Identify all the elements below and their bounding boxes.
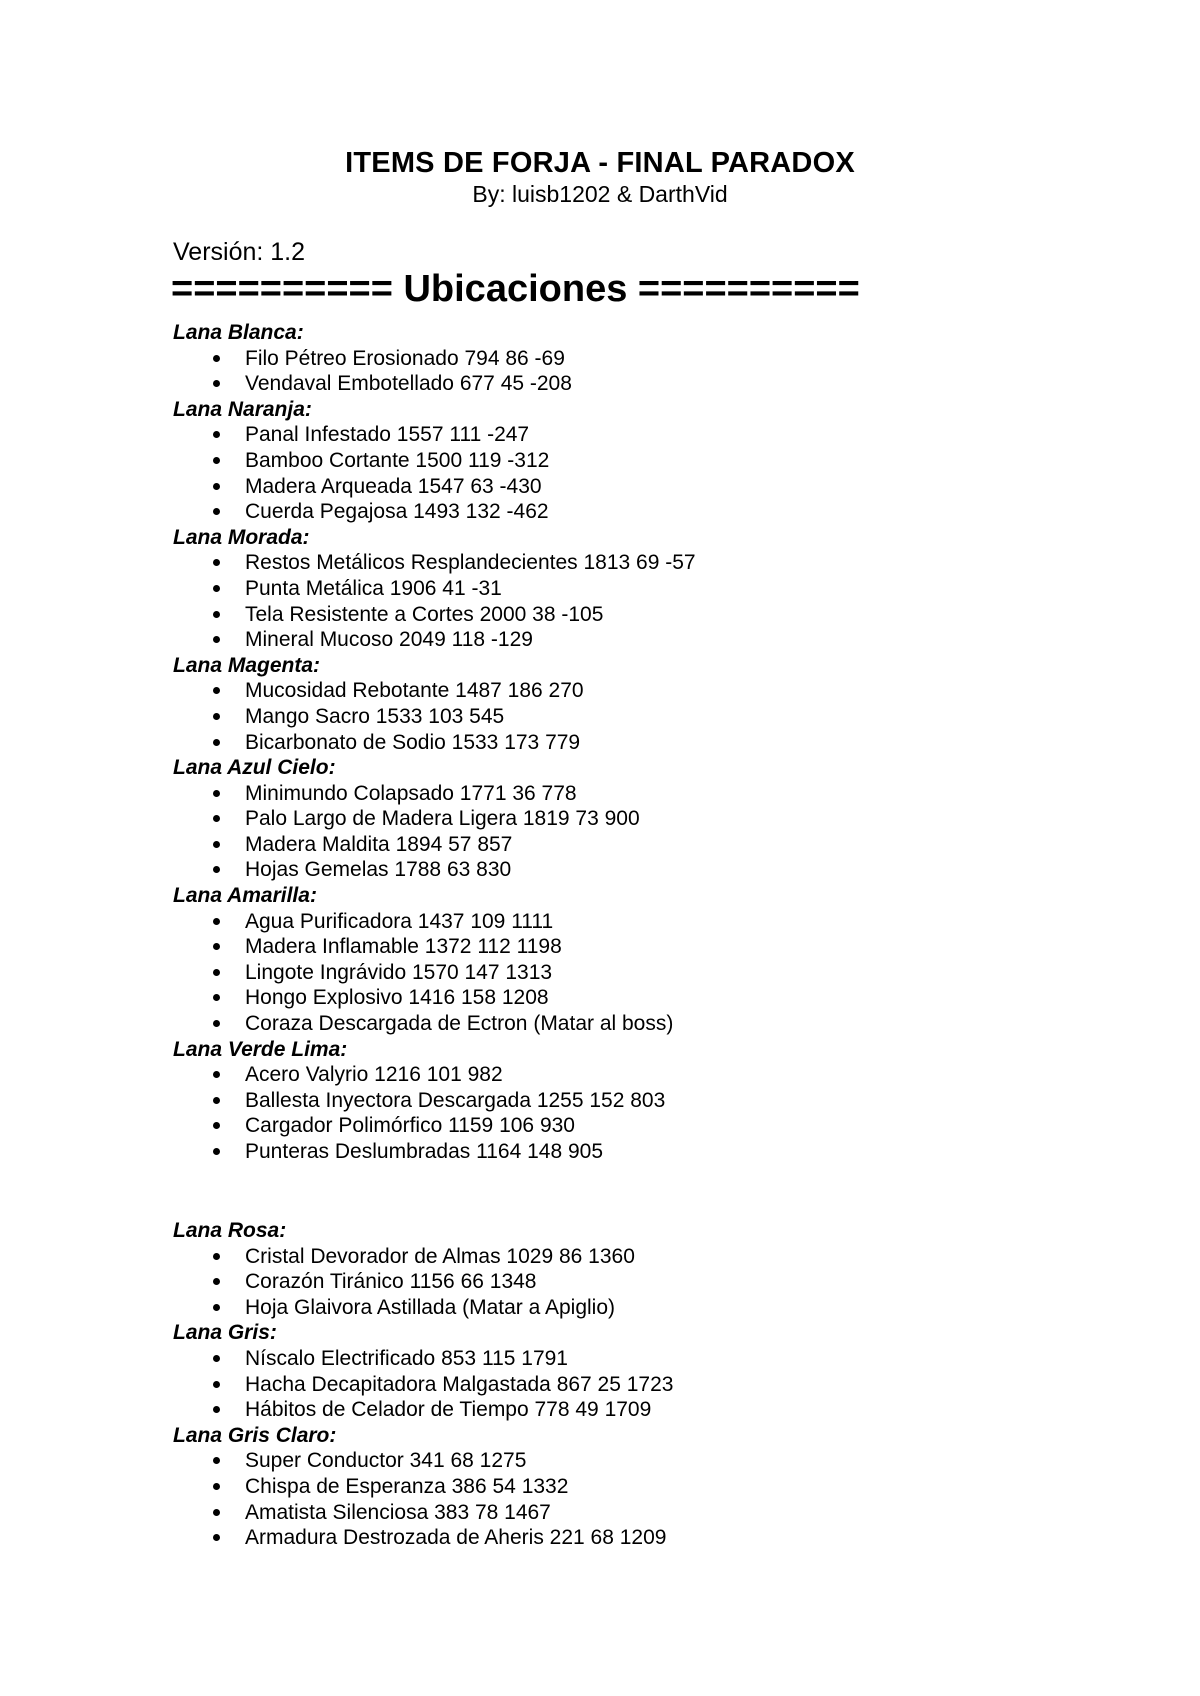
list-item	[173, 1500, 1073, 1526]
list-item	[173, 1474, 1073, 1500]
bullet-icon	[213, 943, 220, 950]
group-label: Lana Magenta:	[173, 653, 321, 677]
group-lana-verde-lima	[173, 1037, 1073, 1165]
list-item	[173, 1139, 1073, 1165]
list-item	[173, 371, 1073, 397]
group-lana-blanca	[173, 320, 1073, 397]
bullet-icon	[213, 585, 220, 592]
list-item	[173, 576, 1073, 602]
bullet-icon	[213, 1278, 220, 1285]
bullet-icon	[213, 1253, 220, 1260]
list-item	[173, 730, 1073, 756]
item-text: Filo Pétreo Erosionado 794 86 -69	[245, 346, 565, 370]
item-text: Amatista Silenciosa 383 78 1467	[245, 1500, 551, 1524]
bullet-icon	[213, 815, 220, 822]
list-item	[173, 934, 1073, 960]
item-text: Bamboo Cortante 1500 119 -312	[245, 448, 550, 472]
group-lana-amarilla	[173, 883, 1073, 1037]
list-item	[173, 346, 1073, 372]
bullet-icon	[213, 1534, 220, 1541]
bullet-icon	[213, 1304, 220, 1311]
bullet-icon	[213, 611, 220, 618]
bullet-icon	[213, 1509, 220, 1516]
item-text: Madera Inflamable 1372 112 1198	[245, 935, 562, 959]
locations-block-1	[173, 320, 1073, 1165]
bullet-icon	[213, 1457, 220, 1464]
list-item	[173, 678, 1073, 704]
list-item	[173, 1448, 1073, 1474]
item-list	[173, 1346, 1073, 1423]
list-item	[173, 1525, 1073, 1551]
list-item	[173, 1346, 1073, 1372]
item-list	[173, 909, 1073, 1037]
list-item	[173, 1372, 1073, 1398]
bullet-icon	[213, 1381, 220, 1388]
list-item	[173, 909, 1073, 935]
locations-block-2	[173, 1218, 1073, 1551]
bullet-icon	[213, 1122, 220, 1129]
version-label: Versión: 1.2	[173, 238, 306, 266]
item-list	[173, 346, 1073, 397]
list-item	[173, 550, 1073, 576]
group-lana-azul-cielo	[173, 755, 1073, 883]
item-list	[173, 1062, 1073, 1164]
group-label: Lana Gris:	[173, 1321, 277, 1345]
list-item	[173, 985, 1073, 1011]
list-item	[173, 602, 1073, 628]
bullet-icon	[213, 994, 220, 1001]
item-text: Hoja Glaivora Astillada (Matar a Apiglio)	[245, 1295, 616, 1319]
bullet-icon	[213, 636, 220, 643]
list-item	[173, 1088, 1073, 1114]
item-text: Ballesta Inyectora Descargada 1255 152 803	[245, 1088, 666, 1112]
group-lana-gris-claro	[173, 1423, 1073, 1551]
item-text: Hongo Explosivo 1416 158 1208	[245, 986, 549, 1010]
item-text: Acero Valyrio 1216 101 982	[245, 1063, 503, 1087]
group-label: Lana Naranja:	[173, 397, 312, 421]
bullet-icon	[213, 918, 220, 925]
document-byline: By: luisb1202 & DarthVid	[472, 181, 728, 207]
bullet-icon	[213, 790, 220, 797]
group-label: Lana Gris Claro:	[173, 1423, 337, 1447]
list-item	[173, 704, 1073, 730]
item-text: Punta Metálica 1906 41 -31	[245, 576, 502, 600]
list-item	[173, 832, 1073, 858]
item-text: Bicarbonato de Sodio 1533 173 779	[245, 730, 581, 754]
list-item	[173, 474, 1073, 500]
item-text: Mineral Mucoso 2049 118 -129	[245, 628, 533, 652]
bullet-icon	[213, 559, 220, 566]
item-list	[173, 678, 1073, 755]
item-text: Coraza Descargada de Ectron (Matar al boss)	[245, 1012, 674, 1036]
item-list	[173, 1244, 1073, 1321]
bullet-icon	[213, 866, 220, 873]
bullet-icon	[213, 431, 220, 438]
bullet-icon	[213, 380, 220, 387]
list-item	[173, 627, 1073, 653]
bullet-icon	[213, 508, 220, 515]
list-item	[173, 1397, 1073, 1423]
group-lana-morada	[173, 525, 1073, 653]
item-text: Hábitos de Celador de Tiempo 778 49 1709	[245, 1398, 652, 1422]
bullet-icon	[213, 457, 220, 464]
list-item	[173, 499, 1073, 525]
bullet-icon	[213, 355, 220, 362]
item-text: Lingote Ingrávido 1570 147 1313	[245, 960, 553, 984]
item-text: Punteras Deslumbradas 1164 148 905	[245, 1140, 604, 1163]
group-lana-gris	[173, 1320, 1073, 1422]
item-text: Cristal Devorador de Almas 1029 86 1360	[245, 1244, 635, 1268]
item-text: Mango Sacro 1533 103 545	[245, 704, 505, 728]
item-text: Chispa de Esperanza 386 54 1332	[245, 1474, 569, 1498]
bullet-icon	[213, 1355, 220, 1362]
item-text: Hacha Decapitadora Malgastada 867 25 1723	[245, 1372, 674, 1396]
group-lana-rosa	[173, 1218, 1073, 1320]
bullet-icon	[213, 713, 220, 720]
list-item	[173, 422, 1073, 448]
list-item	[173, 1062, 1073, 1088]
bullet-icon	[213, 1097, 220, 1104]
bullet-icon	[213, 687, 220, 694]
list-item	[173, 1269, 1073, 1295]
bullet-icon	[213, 483, 220, 490]
list-item	[173, 857, 1073, 883]
item-text: Mucosidad Rebotante 1487 186 270	[245, 679, 584, 703]
group-label: Lana Rosa:	[173, 1219, 287, 1242]
bullet-icon	[213, 1020, 220, 1027]
bullet-icon	[213, 1483, 220, 1490]
list-item	[173, 1295, 1073, 1321]
list-item	[173, 1113, 1073, 1139]
list-item	[173, 781, 1073, 807]
group-label: Lana Blanca:	[173, 321, 304, 344]
item-text: Armadura Destrozada de Aheris 221 68 1209	[245, 1526, 667, 1550]
item-text: Minimundo Colapsado 1771 36 778	[245, 781, 577, 805]
item-text: Madera Maldita 1894 57 857	[245, 832, 513, 856]
item-list	[173, 550, 1073, 652]
list-item	[173, 1011, 1073, 1037]
item-list	[173, 781, 1073, 883]
item-text: Palo Largo de Madera Ligera 1819 73 900	[245, 807, 640, 831]
item-text: Cuerda Pegajosa 1493 132 -462	[245, 500, 549, 524]
bullet-icon	[213, 1071, 220, 1078]
section-heading-ubicaciones: ========== Ubicaciones ==========	[171, 268, 860, 310]
group-label: Lana Azul Cielo:	[173, 756, 336, 780]
document-title: ITEMS DE FORJA - FINAL PARADOX	[345, 147, 855, 179]
group-label: Lana Verde Lima:	[173, 1037, 348, 1061]
group-lana-naranja	[173, 397, 1073, 525]
group-label: Lana Amarilla:	[173, 884, 317, 908]
bullet-icon	[213, 1406, 220, 1413]
bullet-icon	[213, 1148, 220, 1155]
item-text: Hojas Gemelas 1788 63 830	[245, 858, 512, 882]
item-text: Níscalo Electrificado 853 115 1791	[245, 1346, 568, 1370]
item-text: Agua Purificadora 1437 109 1111	[245, 909, 554, 933]
list-item	[173, 806, 1073, 832]
item-text: Madera Arqueada 1547 63 -430	[245, 474, 542, 498]
bullet-icon	[213, 739, 220, 746]
item-text: Super Conductor 341 68 1275	[245, 1449, 527, 1473]
group-lana-magenta	[173, 653, 1073, 755]
bullet-icon	[213, 841, 220, 848]
item-list	[173, 1448, 1073, 1550]
list-item	[173, 960, 1073, 986]
item-text: Restos Metálicos Resplandecientes 1813 69 -57	[245, 551, 696, 575]
item-text: Tela Resistente a Cortes 2000 38 -105	[245, 602, 604, 626]
bullet-icon	[213, 969, 220, 976]
item-text: Vendaval Embotellado 677 45 -208	[245, 372, 572, 396]
list-item	[173, 1244, 1073, 1270]
item-text: Cargador Polimórfico 1159 106 930	[245, 1114, 575, 1138]
item-text: Panal Infestado 1557 111 -247	[245, 423, 530, 447]
list-item	[173, 448, 1073, 474]
group-label: Lana Morada:	[173, 525, 310, 549]
item-list	[173, 422, 1073, 524]
item-text: Corazón Tiránico 1156 66 1348	[245, 1270, 537, 1294]
